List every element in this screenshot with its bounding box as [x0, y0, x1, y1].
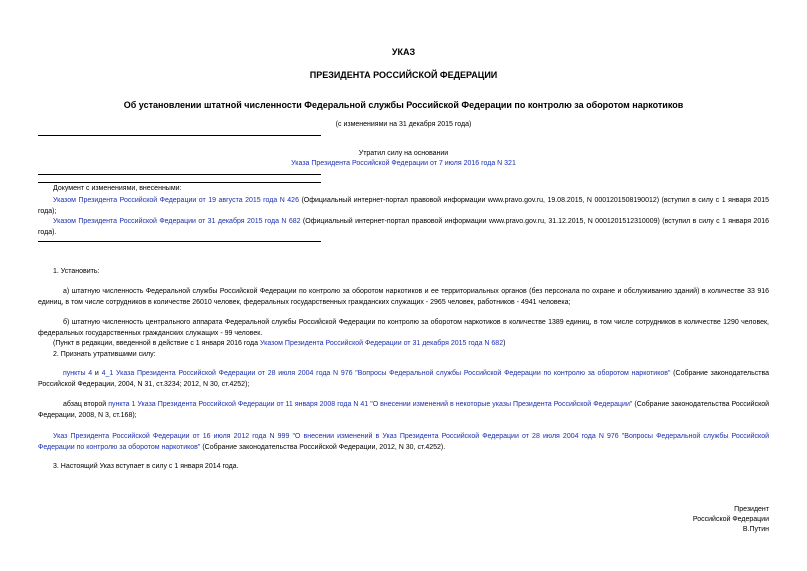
doc-type-title: УКАЗ — [391, 47, 416, 57]
clause-2a-text: (Собрание законодательства Российской Федерации, 2004, N 31, ст.3234; 2012, N 30, ст.4252); — [38, 370, 769, 388]
amend-link-1[interactable]: Указом Президента Российской Федерации от 19 августа 2015 года N 426 — [53, 197, 299, 204]
clause-1a: а) штатную численность Федеральной службы Российской Федерации по контролю за оборотом наркотиков и ее территориальных органов (без персонала по охране и обслуживанию зданий) в количестве 33 916 единиц, в том числе сотрудников в количестве 26010 человек, федеральных государственных гражданских служащих - 2965 человек, работников - 4941 человека; — [38, 288, 769, 306]
issuer-title: ПРЕЗИДЕНТА РОССИЙСКОЙ ФЕДЕРАЦИИ — [309, 70, 498, 80]
amend-text-1: (Официальный интернет-портал правовой информации www.pravo.gov.ru, 19.08.2015, N 0001201508190012) (вступил в силу с 1 января 2015 года); — [38, 197, 770, 215]
amendment-item — [38, 217, 769, 238]
divider — [38, 182, 321, 183]
clause-2a — [38, 369, 769, 390]
clause-2b-lead: абзац второй — [63, 401, 109, 408]
signature-title: Президент — [734, 506, 769, 513]
changes-note: (с изменениями на 31 декабря 2015 года) — [335, 121, 472, 128]
clause-1: 1. Установить: — [53, 268, 100, 275]
void-basis — [0, 159, 807, 169]
divider — [38, 241, 321, 242]
amend-link-2[interactable]: Указом Президента Российской Федерации от 31 декабря 2015 года N 682 — [53, 218, 301, 225]
void-label: Утратил силу на основании — [358, 150, 449, 157]
clause-3: 3. Настоящий Указ вступает в силу с 1 января 2014 года. — [53, 463, 239, 470]
clause-2: 2. Признать утратившими силу: — [53, 351, 156, 358]
divider — [38, 135, 321, 136]
link-decree-999[interactable]: Указ Президента Российской Федерации от 16 июля 2012 года N 999 "О внесении изменений в Указ Президента Российской Федерации от 28 июля 2004 года N 976 "Вопросы Федеральной службы Российской Федерации по контролю за оборотом наркотиков" — [38, 433, 769, 451]
amendment-item — [38, 196, 769, 217]
divider — [38, 174, 321, 175]
note-end: ) — [503, 340, 506, 347]
clause-1b-note — [53, 339, 505, 349]
amend-heading: Документ с изменениями, внесенными: — [53, 185, 182, 192]
signature-name: В.Путин — [742, 526, 769, 533]
link-point-4-1[interactable]: 4_1 — [101, 370, 114, 377]
link-points-4[interactable]: пункты 4 — [63, 370, 93, 377]
doc-subject: Об установлении штатной численности Федеральной службы Российской Федерации по контролю за оборотом наркотиков — [123, 100, 684, 110]
clause-2c-text: (Собрание законодательства Российской Федерации, 2012, N 30, ст.4252). — [200, 443, 446, 451]
clause-2c — [38, 432, 769, 453]
and-text: и — [92, 370, 102, 377]
link-decree-41[interactable]: пункта 1 Указа Президента Российской Федерации от 11 января 2008 года N 41 "О внесении изменений в некоторые указы Президента Российской Федерации" — [108, 401, 633, 408]
amend-text-2: (Официальный интернет-портал правовой информации www.pravo.gov.ru, 31.12.2015, N 0001201512310009) (вступил в силу с 1 января 2016 года). — [38, 218, 770, 236]
void-link[interactable]: Указа Президента Российской Федерации от 7 июля 2016 года N 321 — [291, 160, 516, 167]
clause-2b — [38, 400, 769, 421]
note-text: (Пункт в редакции, введенной в действие с 1 января 2016 года — [53, 340, 260, 347]
clause-1b: б) штатную численность центрального аппарата Федеральной службы Российской Федерации по контролю за оборотом наркотиков в количестве 1389 единиц, в том числе сотрудников в количестве 1290 человек, федеральных государственных гражданских служащих - 99 человек. — [38, 319, 769, 337]
link-decree-976[interactable]: Указа Президента Российской Федерации от 28 июля 2004 года N 976 "Вопросы Федеральной службы Российской Федерации по контролю за оборотом наркотиков" — [116, 370, 671, 377]
signature-country: Российской Федерации — [692, 516, 769, 523]
note-link[interactable]: Указом Президента Российской Федерации от 31 декабря 2015 года N 682 — [259, 340, 504, 347]
clause-2b-text: (Собрание законодательства Российской Федерации, 2008, N 3, ст.168); — [38, 401, 770, 419]
